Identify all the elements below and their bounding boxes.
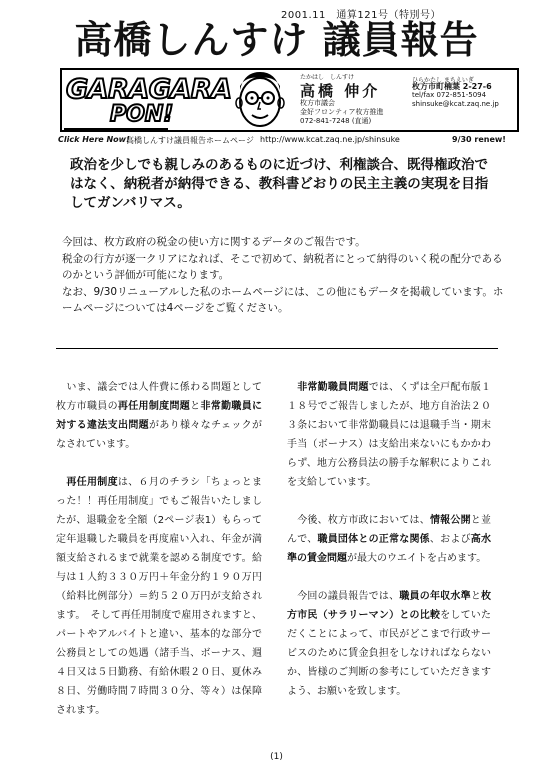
logo-line2: PON! (110, 102, 174, 127)
column-right (287, 378, 491, 701)
emphasis: 枚方市民（サラリーマン）との比較 (287, 591, 492, 621)
text-run: があり様々なチェックがなされています。 (56, 420, 262, 450)
emphasis: 高水準の賃金問題 (287, 534, 492, 564)
intro-section (62, 234, 512, 317)
text-run: いま、議会では人件費に係わる問題として枚方市職員の (56, 382, 262, 412)
body-paragraph (56, 378, 262, 454)
member-name: 高橋 伸介 (300, 82, 381, 100)
text-run: と (470, 591, 482, 602)
text-run: が最大のウエイトを占めます。 (347, 553, 487, 564)
emphasis: 再任用制度問題 (117, 401, 191, 412)
address: 枚方市町楠葉 2-27-6 (412, 82, 492, 91)
intro-paragraph: なお、9/30リニューアルした私のホームページには、この他にもデータを掲載しています。ホームページについては4ページをご覧ください。 (62, 285, 504, 314)
text-run: と (190, 401, 201, 412)
name-ruby: たかはし しんすけ (300, 74, 355, 81)
text-run: 今後、枚方市政においては、 (287, 515, 430, 526)
emphasis: 再任用制度 (66, 477, 118, 488)
affiliation-line: 枚方市議会 (300, 99, 335, 107)
text-run: 、および (429, 534, 471, 545)
logo-underline (64, 128, 168, 131)
emphasis: 職員の年収水準 (399, 591, 471, 602)
affiliation-line: 金好フロンティア枚方推進 (300, 108, 384, 116)
body-paragraph (287, 511, 491, 568)
emphasis: 非常勤職員問題 (297, 382, 369, 393)
section-divider (56, 348, 498, 349)
lead-statement: 政治を少しでも親しみのあるものに近づけ、利権談合、既得権政治ではなく、納税者が納得できる、教科書どおりの民主主義の実現を目指してガンバリマス。 (70, 157, 489, 211)
homepage-url[interactable]: http://www.kcat.zaq.ne.jp/shinsuke (260, 135, 400, 144)
body-paragraph (56, 473, 262, 720)
body-paragraph (287, 587, 491, 701)
text-run: をしていただくことによって、市民がどこまで行政サービスのために賃金負担をしなければならないか、皆様のご判断の参考にしていただきますよう、お願いを致します。 (287, 610, 492, 697)
text-run: 今回の議員報告では、 (287, 591, 400, 602)
click-here-text: Click Here Now! (58, 135, 130, 144)
portrait-icon (230, 68, 290, 132)
text-run: は、６月のチラシ「ちょっとまった！！再任用制度」でもご報告いたしましたが、退職金を全額（2ページ表1）もらって定年退職した職員を再度雇い入れ、年金が満額支給されるまで就業を認める制度です。給与は１人約３３０万円＋年金分約１９０万円（給料比例部分）＝約５２０万円が支給されます。 そして再任用制度で雇用されますと、パートやアルバイトと違い、基本的な部分で公務員としての処遇（諸手当、ボーナス、週４日又は５日勤務、有給休暇２０日、夏休み８日、労働時間７時間３０分、等々）は保障されます。 (56, 477, 263, 716)
text-run (56, 477, 66, 488)
affiliation-line: 072-841-7248 (直通) (300, 117, 372, 125)
column-left (56, 378, 262, 720)
body-paragraph (287, 378, 491, 492)
telfax: tel/fax 072-851-5094 (412, 91, 487, 99)
renew-note: 9/30 renew! (452, 135, 506, 144)
contact-block (412, 82, 499, 109)
emphasis: 非常勤職員に対する違法支出問題 (56, 401, 263, 431)
page-number: (1) (270, 752, 283, 762)
text-run: では、くずは全戸配布版１１８号でご報告しましたが、地方自治法２０３条において非常勤職員には退職手当・期末手当（ボーナス）は支給出来ないにもかかわらず、地方公務員法の勝手な解釈によりこれを支給しています。 (287, 382, 492, 488)
email: shinsuke@kcat.zaq.ne.jp (412, 100, 499, 108)
homepage-label: 高橋しんすけ議員報告ホームページ (126, 136, 254, 145)
intro-paragraph: 税金の行方が逐一クリアになれば、そこで初めて、納税者にとって納得のいく税の配分であるのかという評価が可能になります。 (62, 252, 503, 281)
affiliation-block (300, 99, 383, 126)
address-ruby: ひらかたし まちえいぎ (412, 77, 474, 84)
emphasis: 職員団体との正常な関係 (317, 534, 430, 545)
text-run: と並んで、 (287, 515, 492, 545)
issue-number: 2001.11 通算121号（特別号） (281, 10, 441, 21)
emphasis: 情報公開 (429, 515, 471, 526)
intro-paragraph: 今回は、枚方政府の税金の使い方に関するデータのご報告です。 (62, 236, 366, 248)
logo-line1: GARAGARA (66, 74, 232, 105)
page-title: 高橋しんすけ 議員報告 (74, 18, 479, 62)
